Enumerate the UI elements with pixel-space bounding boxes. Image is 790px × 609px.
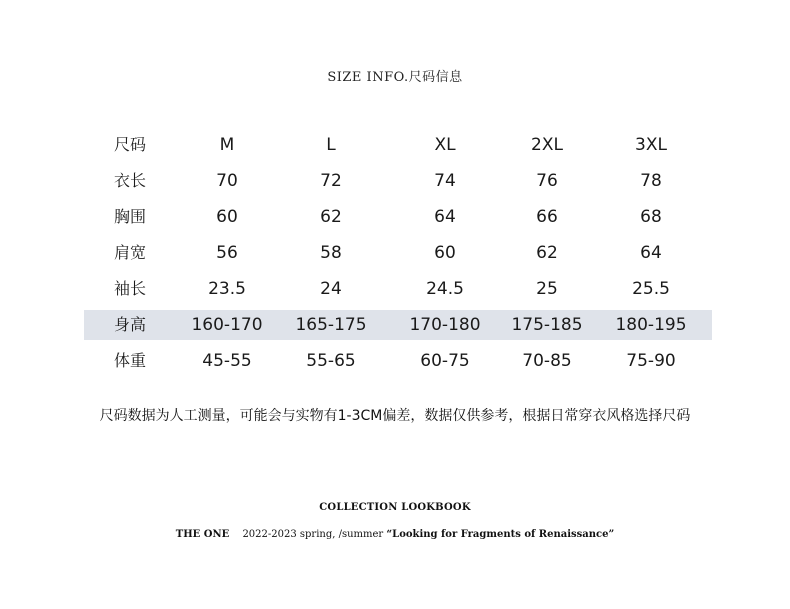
- table-cell: 180-195: [615, 315, 687, 335]
- header-size-3xl: 3XL: [635, 135, 667, 155]
- table-cell: 58: [320, 243, 342, 263]
- table-row-chest: [84, 199, 712, 235]
- table-cell: 68: [640, 207, 662, 227]
- tagline-quote: “Looking for Fragments of Renaissance”: [386, 529, 615, 540]
- table-cell: 23.5: [208, 279, 246, 299]
- table-cell: 25.5: [632, 279, 670, 299]
- table-cell: 64: [434, 207, 456, 227]
- header-size-xl: XL: [434, 135, 456, 155]
- table-cell: 70: [216, 171, 238, 191]
- table-cell: 72: [320, 171, 342, 191]
- page-title: [0, 66, 790, 85]
- table-cell: 74: [434, 171, 456, 191]
- table-row-height: [84, 310, 712, 340]
- table-row-length: [84, 163, 712, 199]
- tagline: [0, 529, 790, 540]
- table-cell: 24.5: [426, 279, 464, 299]
- size-table: [84, 127, 712, 379]
- table-cell: 75-90: [626, 351, 676, 371]
- table-cell: 175-185: [511, 315, 583, 335]
- table-cell: 66: [536, 207, 558, 227]
- table-row-shoulder: [84, 235, 712, 271]
- row-label: 身高: [114, 315, 147, 334]
- table-cell: 64: [640, 243, 662, 263]
- table-cell: 25: [536, 279, 558, 299]
- title-zh: 尺码信息: [408, 70, 463, 85]
- table-cell: 24: [320, 279, 342, 299]
- table-cell: 62: [536, 243, 558, 263]
- header-size-2xl: 2XL: [531, 135, 563, 155]
- table-cell: 160-170: [191, 315, 263, 335]
- table-cell: 165-175: [295, 315, 367, 335]
- row-label: 胸围: [114, 207, 147, 226]
- table-cell: 60: [216, 207, 238, 227]
- table-cell: 60-75: [420, 351, 470, 371]
- table-cell: 55-65: [306, 351, 356, 371]
- title-en: SIZE INFO.: [327, 70, 409, 85]
- header-size-m: M: [219, 135, 235, 155]
- header-label: 尺码: [114, 135, 147, 154]
- row-label: 衣长: [114, 171, 147, 190]
- table-cell: 45-55: [202, 351, 252, 371]
- row-label: 袖长: [114, 279, 147, 298]
- table-cell: 78: [640, 171, 662, 191]
- measurement-note: 尺码数据为人工测量，可能会与实物有1-3CM偏差，数据仅供参考，根据日常穿衣风格选择尺码: [99, 408, 691, 424]
- table-cell: 60: [434, 243, 456, 263]
- collection-heading: COLLECTION LOOKBOOK: [319, 502, 471, 513]
- table-row-sleeve: [84, 271, 712, 307]
- header-size-l: L: [326, 135, 336, 155]
- table-cell: 70-85: [522, 351, 572, 371]
- row-label: 肩宽: [114, 243, 147, 262]
- table-cell: 62: [320, 207, 342, 227]
- brand-name: THE ONE: [175, 529, 230, 540]
- row-label: 体重: [114, 351, 147, 370]
- table-header-row: [84, 127, 712, 163]
- table-cell: 170-180: [409, 315, 481, 335]
- table-row-weight: [84, 343, 712, 379]
- table-cell: 76: [536, 171, 558, 191]
- table-cell: 56: [216, 243, 238, 263]
- season-text: 2022-2023 spring, /summer: [242, 529, 384, 540]
